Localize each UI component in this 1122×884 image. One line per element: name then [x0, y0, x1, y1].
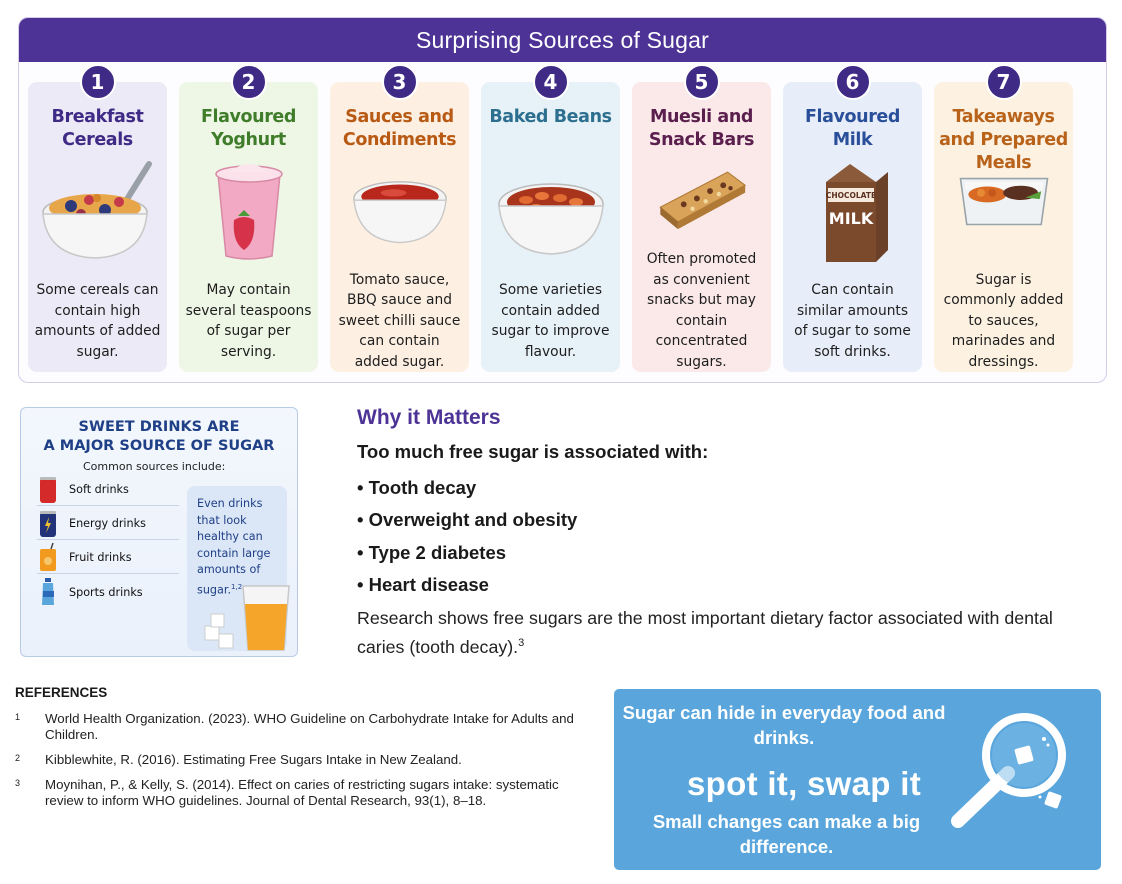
- card-number-badge: 5: [684, 64, 720, 100]
- reference-item: [15, 752, 590, 768]
- milk-carton-icon: [788, 158, 918, 266]
- card-title: Baked Beans: [489, 107, 612, 127]
- energy-can-icon: [37, 509, 59, 539]
- references-section: [15, 684, 590, 809]
- panel-header: [19, 18, 1106, 62]
- carton-label-top: CHOCOLATE: [825, 191, 876, 200]
- card-title: Flavoured Milk: [804, 107, 901, 150]
- card-number-badge: 1: [80, 64, 116, 100]
- callout-line-3: Small changes can make a big difference.: [652, 811, 921, 857]
- card-muesli-snack-bars: [632, 70, 771, 372]
- why-research: Research shows free sugars are the most important dietary factor associated with dental caries (tooth decay).$^3$: [357, 608, 1053, 658]
- card-description: May contain several teaspoons of sugar per serving.: [185, 282, 312, 360]
- beans-bowl-icon: [486, 158, 616, 266]
- card-number-badge: 7: [986, 64, 1022, 100]
- why-lead: Too much free sugar is associated with:: [357, 441, 709, 462]
- card-number-badge: 6: [835, 64, 871, 100]
- card-title: Sauces and Condiments: [342, 107, 457, 150]
- card-number-badge: 2: [231, 64, 267, 100]
- takeaway-container-icon: [939, 158, 1069, 244]
- drink-label: Sports drinks: [69, 585, 143, 599]
- spot-it-swap-it-callout: [614, 689, 1101, 870]
- drinks-title: SWEET DRINKS ARE A MAJOR SOURCE OF SUGAR: [43, 419, 275, 454]
- drinks-note: Even drinks that look healthy can contain large amounts of sugar.$^{1,2}$: [197, 497, 271, 597]
- reference-text: World Health Organization. (2023). WHO Guideline on Carbohydrate Intake for Adults and Children.: [45, 711, 574, 742]
- soda-can-icon: [37, 475, 59, 505]
- card-description: Can contain similar amounts of sugar to some soft drinks.: [794, 282, 911, 360]
- card-takeaways-prepared-meals: [934, 70, 1073, 372]
- card-title: Flavoured Yoghurt: [200, 107, 297, 150]
- sauce-bowl-icon: [335, 156, 465, 256]
- why-list-item: • Heart disease: [357, 573, 489, 595]
- card-title: Breakfast Cereals: [51, 107, 144, 150]
- panel-title: Surprising Sources of Sugar: [415, 26, 710, 53]
- card-sauces-condiments: [330, 70, 469, 372]
- reference-number: 2: [15, 753, 21, 763]
- reference-text: Moynihan, P., & Kelly, S. (2014). Effect on caries of restricting sugars intake: systematic review to inform WHO guidelines. Journal of Dental Research, 93(1), 8–18.: [45, 777, 559, 808]
- drink-label: Energy drinks: [69, 517, 146, 530]
- drink-label: Fruit drinks: [69, 551, 132, 564]
- magnifying-glass-icon: [936, 703, 1098, 833]
- why-list-item: • Overweight and obesity: [357, 509, 578, 531]
- card-baked-beans: [481, 70, 620, 372]
- drink-item-energy-drinks: [37, 508, 179, 540]
- card-number-badge: 4: [533, 64, 569, 100]
- carton-label-main: MILK: [828, 209, 873, 228]
- drink-label: Soft drinks: [69, 483, 129, 496]
- callout-line-1: Sugar can hide in everyday food and drinks.: [622, 702, 946, 748]
- drinks-subtitle: Common sources include:: [83, 460, 226, 473]
- reference-item: [15, 711, 590, 743]
- yoghurt-cup-icon: [184, 158, 314, 266]
- cereal-bowl-icon: [33, 158, 163, 266]
- reference-item: [15, 777, 590, 809]
- card-description: Some cereals can contain high amounts of added sugar.: [34, 282, 161, 360]
- card-description: Some varieties contain added sugar to improve flavour.: [491, 282, 610, 360]
- callout-slogan: spot it, swap it: [687, 765, 921, 802]
- card-description: Often promoted as convenient snacks but may contain concentrated sugars.: [646, 251, 757, 370]
- why-list: [357, 472, 1097, 601]
- reference-text: Kibblewhite, R. (2016). Estimating Free Sugars Intake in New Zealand.: [45, 752, 462, 767]
- drink-item-fruit-drinks: [37, 542, 179, 574]
- card-flavoured-yoghurt: [179, 70, 318, 372]
- card-title: Takeaways and Prepared Meals: [939, 107, 1068, 173]
- juice-box-icon: [37, 543, 59, 573]
- card-description: Sugar is commonly added to sauces, marinades and dressings.: [943, 271, 1064, 370]
- snack-bar-icon: [637, 156, 767, 235]
- reference-number: 3: [15, 778, 21, 788]
- why-list-item: • Tooth decay: [357, 477, 477, 498]
- card-title: Muesli and Snack Bars: [648, 107, 755, 150]
- why-title: Why it Matters: [357, 406, 501, 429]
- why-list-item: • Type 2 diabetes: [357, 541, 507, 563]
- card-number-badge: 3: [382, 64, 418, 100]
- references-title: REFERENCES: [15, 685, 108, 700]
- juice-glass-icon: [201, 580, 296, 652]
- card-flavoured-milk: [783, 70, 922, 372]
- card-breakfast-cereals: [28, 70, 167, 372]
- drink-item-soft-drinks: [37, 474, 179, 506]
- card-description: Tomato sauce, BBQ sauce and sweet chilli sauce can contain added sugar.: [338, 271, 461, 370]
- sweet-drinks-box: [20, 407, 298, 657]
- water-bottle-icon: [37, 577, 59, 607]
- reference-number: 1: [15, 712, 21, 722]
- cards-row: [28, 70, 1073, 372]
- sugar-sources-panel: [18, 17, 1107, 383]
- why-it-matters-section: [357, 404, 1097, 660]
- drink-item-sports-drinks: [37, 576, 179, 608]
